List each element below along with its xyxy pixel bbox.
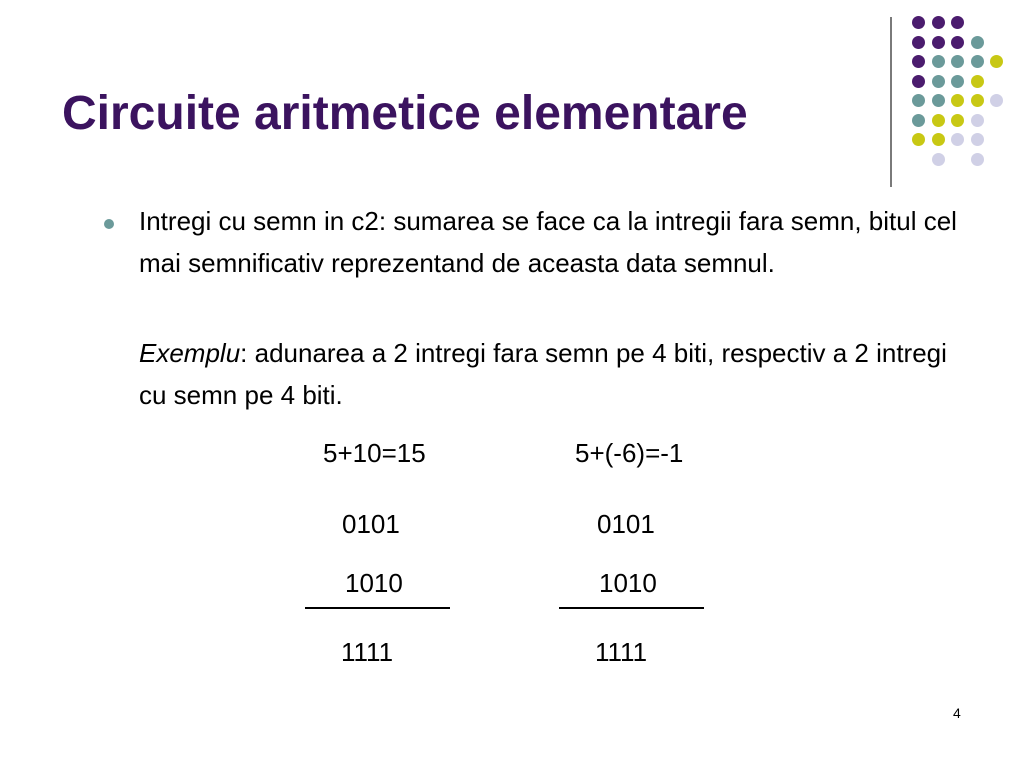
decorative-dot — [912, 114, 925, 127]
signed-operand-2: 1010 — [599, 568, 657, 598]
decorative-dot — [971, 114, 984, 127]
page-number: 4 — [953, 705, 961, 721]
decorative-dot — [971, 94, 984, 107]
unsigned-result: 1111 — [341, 637, 394, 667]
decorative-dot — [971, 75, 984, 88]
decorative-dot — [932, 153, 945, 166]
example-text: : adunarea a 2 intregi fara semn pe 4 biti, respectiv a 2 intregi cu semn pe 4 biti. — [139, 338, 947, 410]
decorative-dot — [912, 55, 925, 68]
decorative-dot — [971, 133, 984, 146]
decorative-dot — [912, 36, 925, 49]
decorative-dot — [932, 133, 945, 146]
bullet-icon — [104, 219, 114, 229]
unsigned-operand-1: 0101 — [342, 509, 400, 539]
example-paragraph — [139, 332, 959, 416]
decorative-dot — [951, 36, 964, 49]
decorative-dot — [971, 55, 984, 68]
decorative-dot — [951, 94, 964, 107]
bullet-text: Intregi cu semn in c2: sumarea se face ca la intregii fara semn, bitul cel mai semnificativ reprezentand de aceasta data semnul. — [139, 206, 957, 278]
unsigned-operand-2: 1010 — [345, 568, 403, 598]
unsigned-sum-line — [305, 607, 450, 609]
decorative-dot — [912, 94, 925, 107]
decorative-dot — [951, 16, 964, 29]
decorative-dot — [951, 114, 964, 127]
example-label: Exemplu — [139, 338, 241, 368]
decorative-dot — [971, 153, 984, 166]
decorative-dot — [912, 75, 925, 88]
unsigned-equation: 5+10=15 — [323, 438, 426, 468]
decorative-dot — [932, 36, 945, 49]
decorative-dot — [932, 94, 945, 107]
signed-equation: 5+(-6)=-1 — [575, 438, 684, 468]
slide-title: Circuite aritmetice elementare — [62, 87, 748, 140]
decorative-dot — [912, 133, 925, 146]
signed-sum-line — [559, 607, 704, 609]
decorative-dot — [932, 114, 945, 127]
decorative-dot — [971, 36, 984, 49]
signed-operand-1: 0101 — [597, 509, 655, 539]
decorative-divider — [890, 17, 892, 187]
decorative-dot — [951, 133, 964, 146]
signed-result: 1111 — [595, 637, 648, 667]
decorative-dot — [932, 16, 945, 29]
decorative-dot — [932, 55, 945, 68]
decorative-dot — [951, 55, 964, 68]
decorative-dot — [912, 16, 925, 29]
decorative-dot — [990, 94, 1003, 107]
decorative-dot — [990, 55, 1003, 68]
decorative-dot — [932, 75, 945, 88]
decorative-dot — [951, 75, 964, 88]
